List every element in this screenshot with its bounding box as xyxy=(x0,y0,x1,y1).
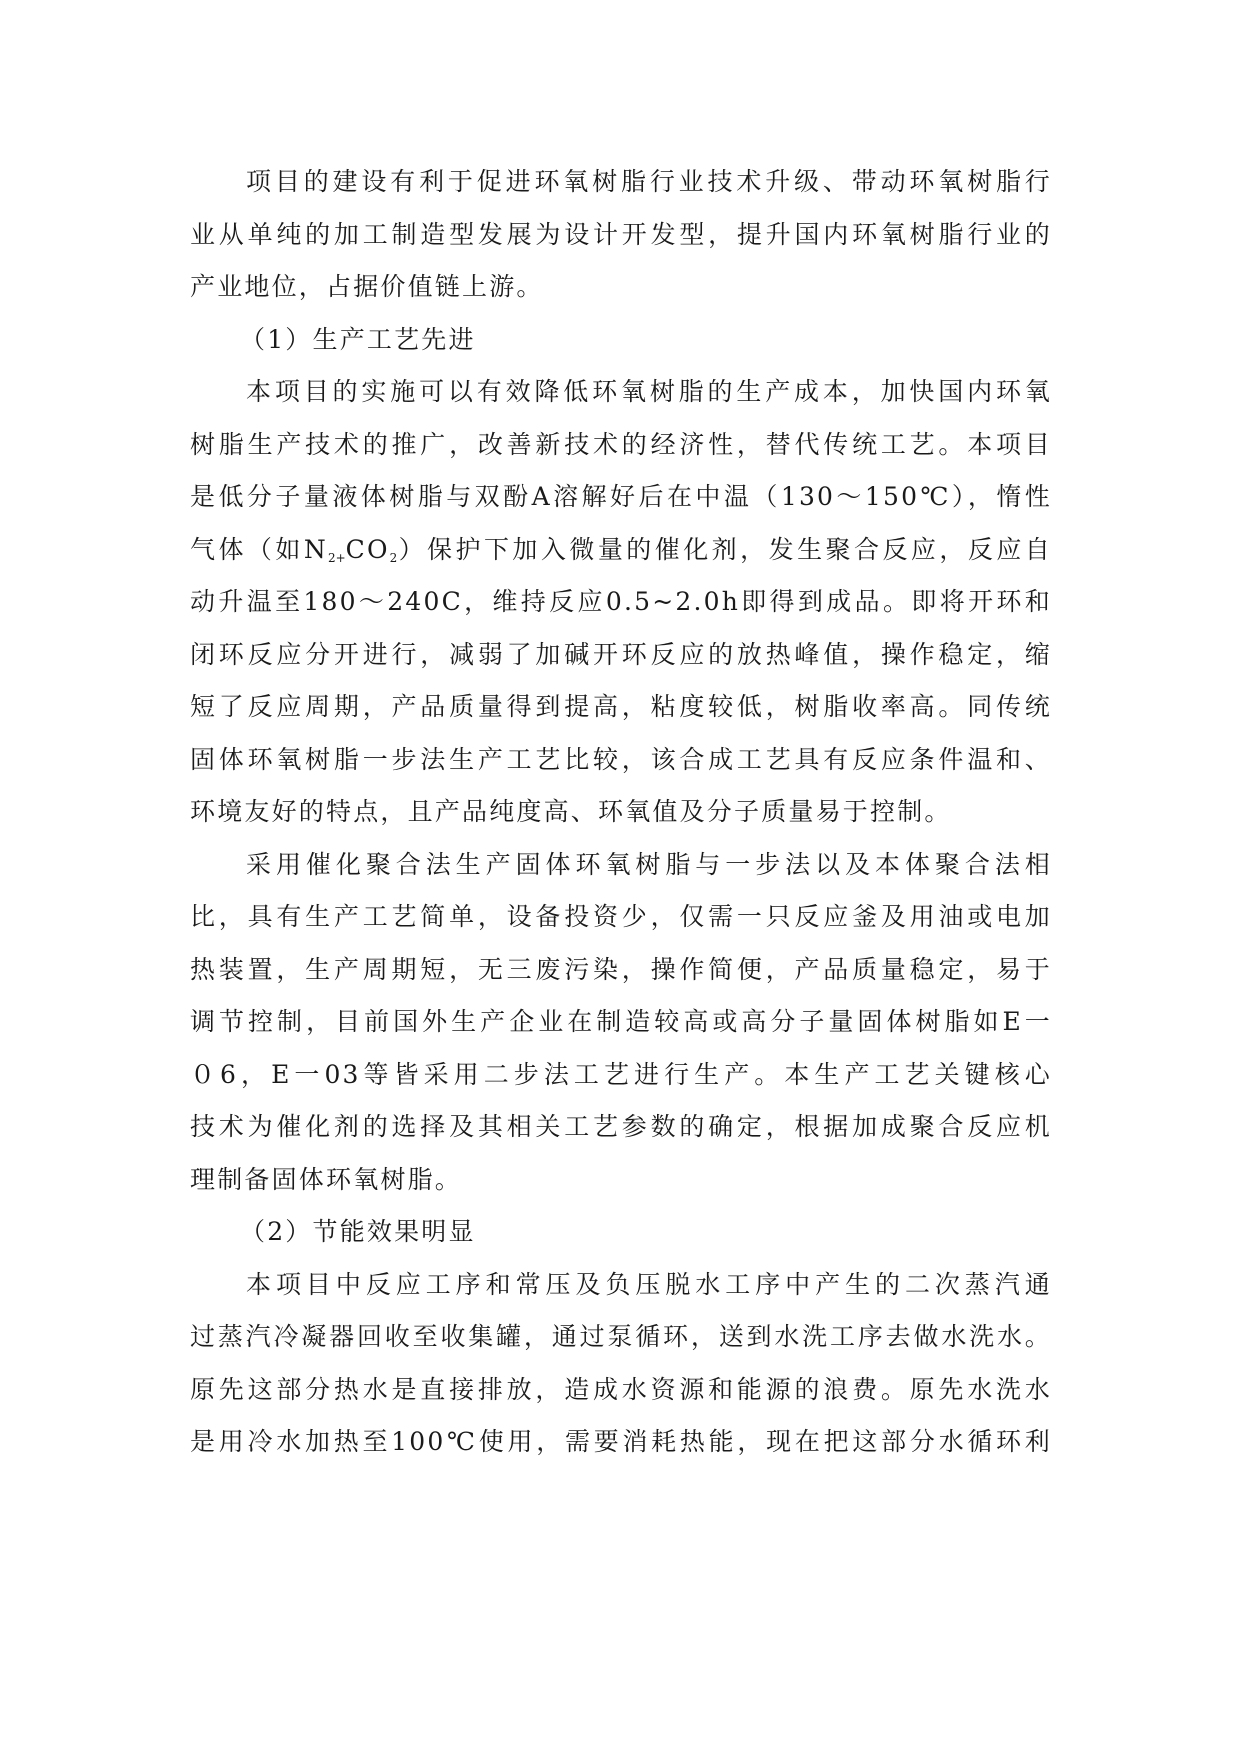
text-line: 理制备固体环氧树脂。 xyxy=(190,1164,463,1194)
text-line-with-formula xyxy=(190,524,1052,577)
text-line: 固体环氧树脂一步法生产工艺比较，该合成工艺具有反应条件温和、 xyxy=(190,744,1052,774)
text-line: 调节控制，目前国外生产企业在制造较高或高分子量固体树脂如E一 xyxy=(190,1007,1052,1036)
formula-subscript: 2+ xyxy=(327,550,346,565)
text-line: 环境友好的特点，且产品纯度高、环氧值及分子质量易于控制。 xyxy=(190,797,952,826)
text-line: 比，具有生产工艺简单，设备投资少，仅需一只反应釜及用油或电加 xyxy=(190,902,1052,931)
text-line: 闭环反应分开进行，减弱了加碱开环反应的放热峰值，操作稳定，缩 xyxy=(190,639,1052,669)
text-line: 本项目中反应工序和常压及负压脱水工序中产生的二次蒸汽通 xyxy=(246,1269,1052,1299)
formula-text: CO xyxy=(345,534,390,564)
text-line: 产业地位，占据价值链上游。 xyxy=(190,272,544,301)
text-line: 项目的建设有利于促进环氧树脂行业技术升级、带动环氧树脂行 xyxy=(246,167,1052,196)
text-line: 技术为催化剂的选择及其相关工艺参数的确定，根据加成聚合反应机 xyxy=(190,1112,1052,1141)
formula-text: 气体（如N xyxy=(190,534,328,564)
text-line: 短了反应周期，产品质量得到提高，粘度较低，树脂收率高。同传统 xyxy=(190,692,1052,721)
text-line: 热装置，生产周期短，无三废污染，操作简便，产品质量稳定，易于 xyxy=(190,954,1052,984)
text-line: 是用冷水加热至100℃使用，需要消耗热能，现在把这部分水循环利 xyxy=(190,1427,1052,1456)
text-line: 业从单纯的加工制造型发展为设计开发型，提升国内环氧树脂行业的 xyxy=(190,219,1052,249)
section-heading: （2）节能效果明显 xyxy=(240,1217,476,1246)
text-line: 本项目的实施可以有效降低环氧树脂的生产成本，加快国内环氧 xyxy=(246,377,1052,406)
formula-text: ）保护下加入微量的催化剂，发生聚合反应，反应自 xyxy=(397,534,1052,564)
text-line: ０6，E一03等皆采用二步法工艺进行生产。本生产工艺关键核心 xyxy=(190,1059,1052,1089)
document-body xyxy=(190,156,1052,1469)
text-line: 过蒸汽冷凝器回收至收集罐，通过泵循环，送到水洗工序去做水洗水。 xyxy=(190,1322,1052,1351)
text-line: 是低分子量液体树脂与双酚A溶解好后在中温（130～150℃），惰性 xyxy=(190,482,1052,511)
formula-subscript: 2 xyxy=(389,550,398,565)
text-line: 原先这部分热水是直接排放，造成水资源和能源的浪费。原先水洗水 xyxy=(190,1374,1052,1404)
section-heading: （1）生产工艺先进 xyxy=(240,324,476,354)
text-line: 采用催化聚合法生产固体环氧树脂与一步法以及本体聚合法相 xyxy=(246,849,1052,879)
text-line: 树脂生产技术的推广，改善新技术的经济性，替代传统工艺。本项目 xyxy=(190,429,1052,459)
text-line: 动升温至180～240C，维持反应0.5~2.0h即得到成品。即将开环和 xyxy=(190,587,1052,616)
